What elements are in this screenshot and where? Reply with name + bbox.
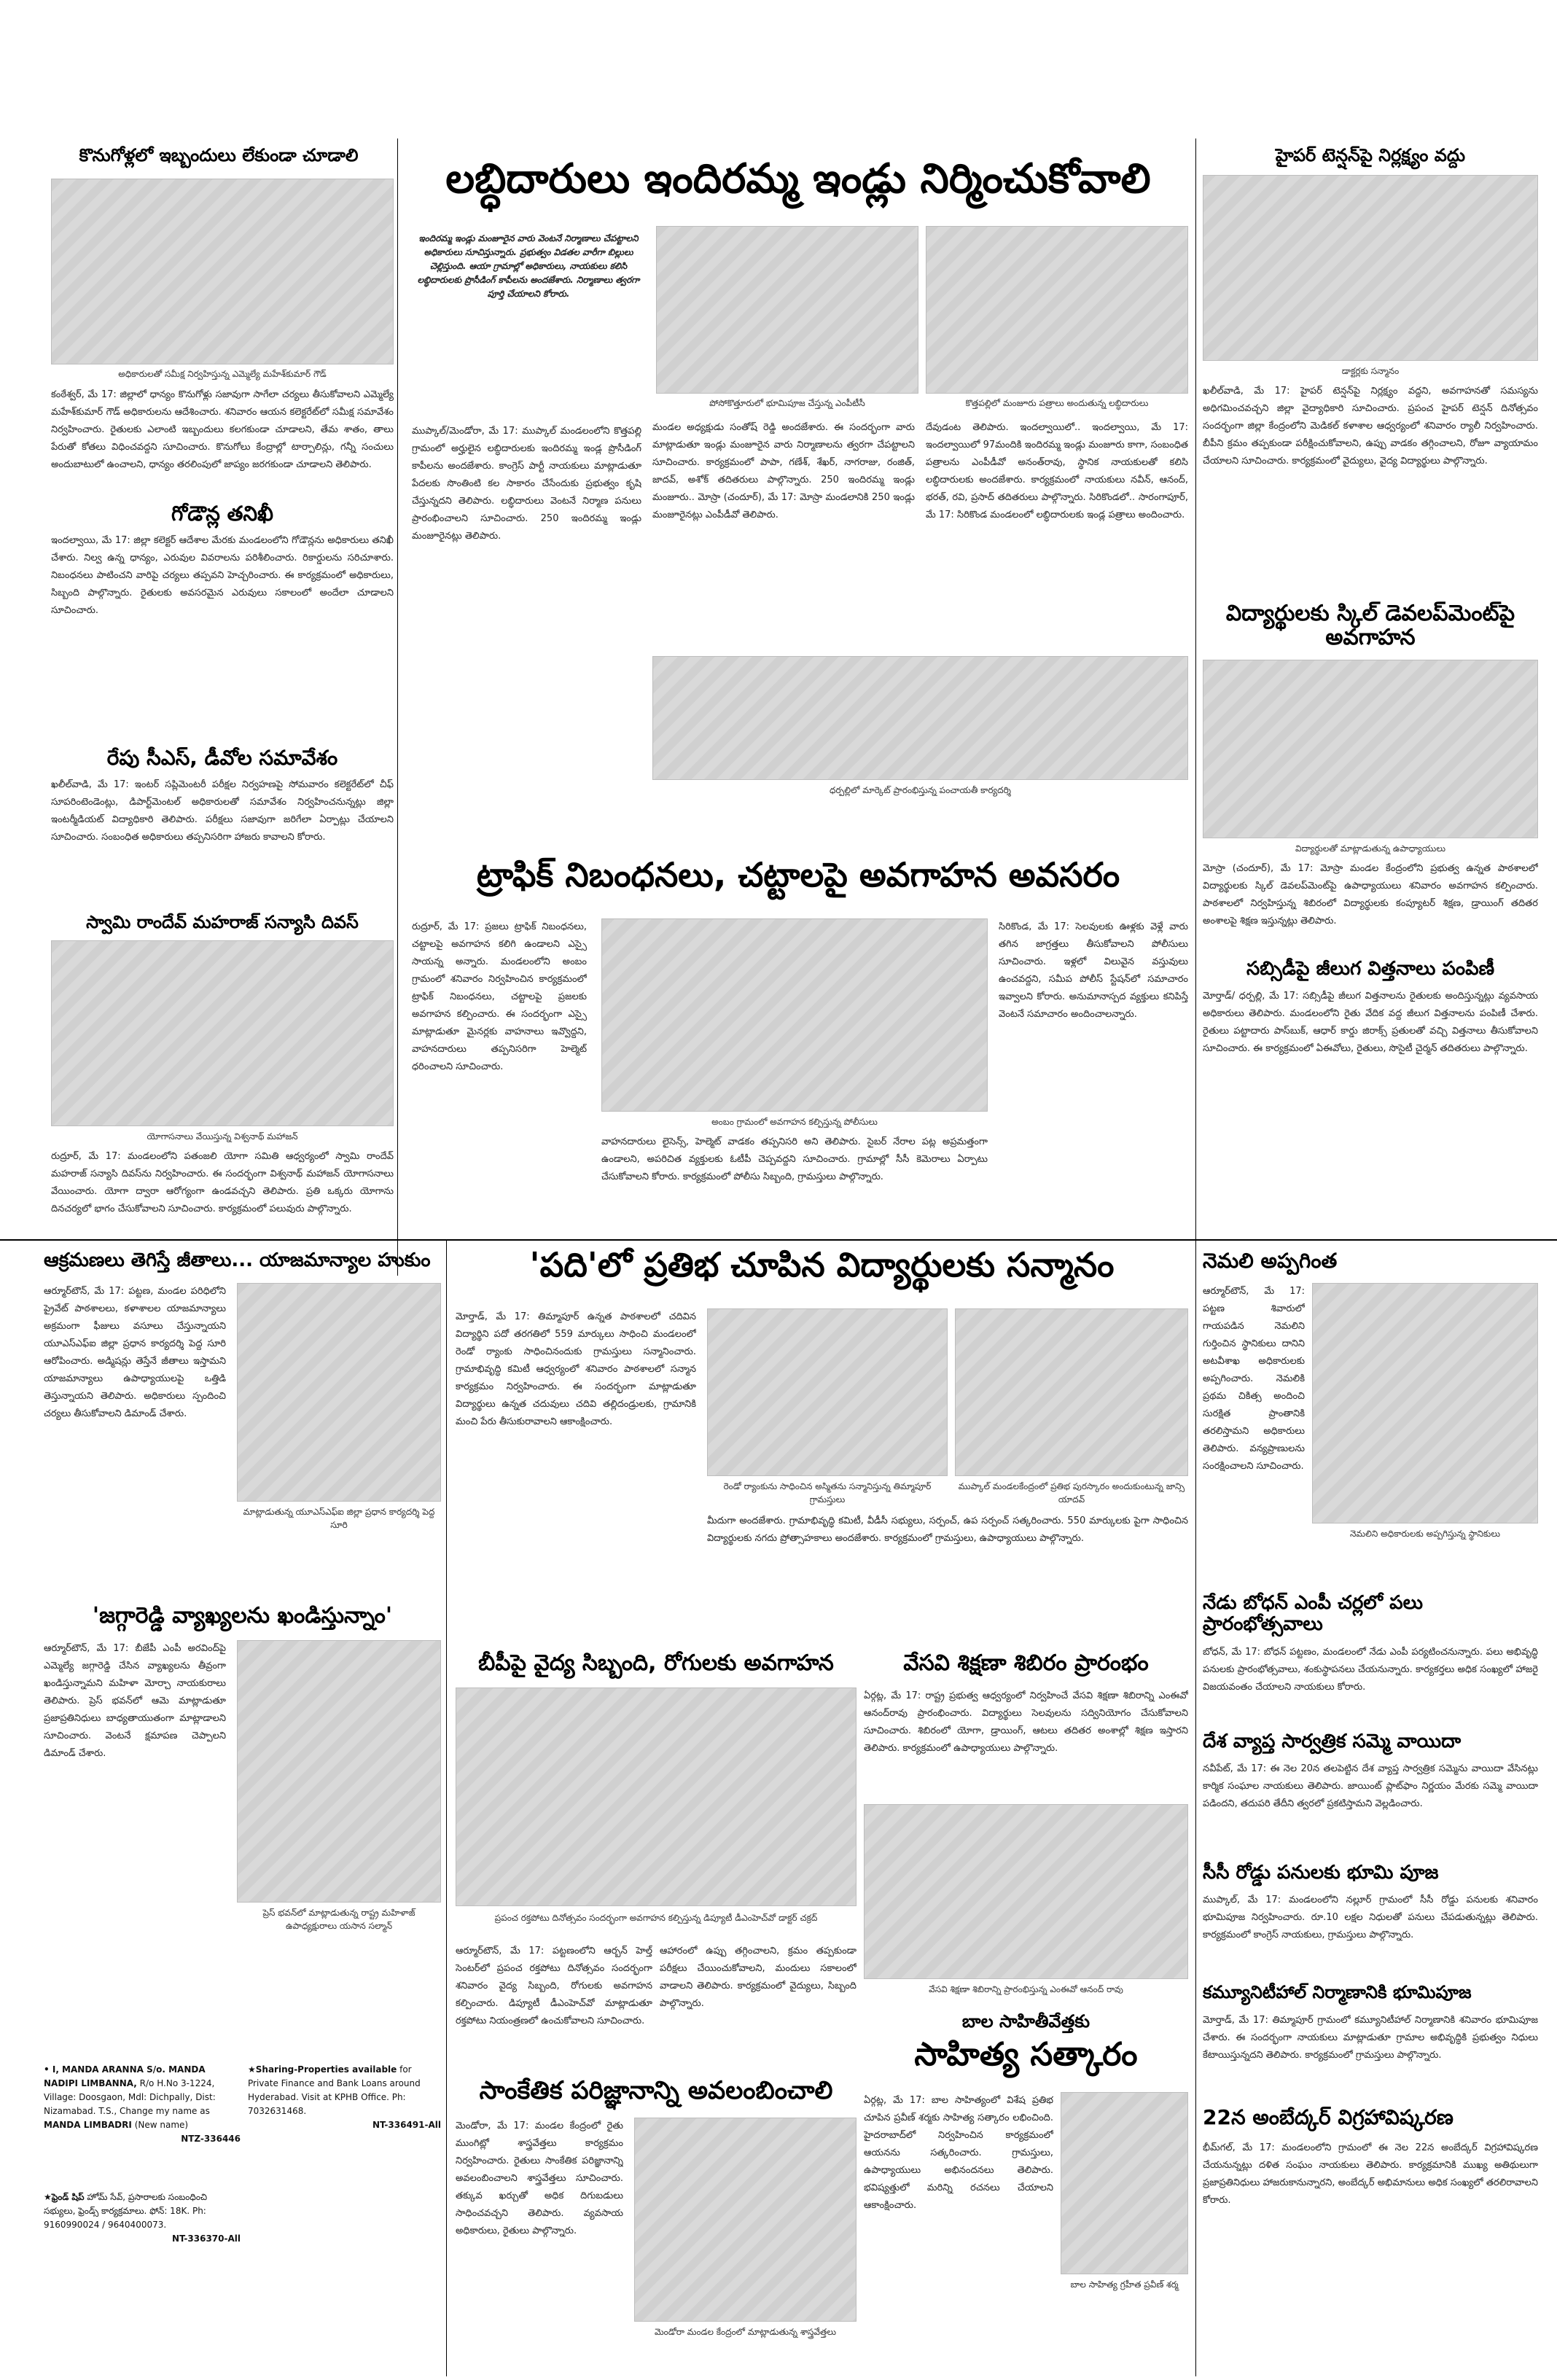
headline-nedu: నేడు బోధన్ ఎంపీ చర్లలో పలు ప్రారంభోత్సవాలు xyxy=(1203,1592,1424,1635)
headline-encroachment: ఆక్రమణలు తెగిస్తే జీతాలు... యాజమాన్యాల హుకుం xyxy=(44,1249,431,1271)
photo-ambam xyxy=(601,918,988,1112)
kicker-bala: బాల సాహితీవేత్తకు xyxy=(961,2011,1090,2032)
body-traffic-c: సిరికొండ, మే 17: సెలవులకు ఊళ్లకు వెళ్లే వారు తగిన జాగ్రత్తలు తీసుకోవాలని పోలీసులు సూచించారు. ఇళ్లలో విలువైన వస్తువులు ఉంచవద్దని, సమీప పోలీస్ స్టేషన్‌లో సమాచారం ఇవ్వాలని కోరారు. అనుమానాస్పద వ్యక్తులు కనిపిస్తే వెంటనే సమాచారం అందించాలన్నారు. xyxy=(999,921,1188,1020)
photo-mathrudumma xyxy=(237,1283,441,1502)
caption-bala-sahithi: బాల సాహిత్య గ్రహీత ప్రవీణ్ శర్మ xyxy=(1070,2279,1179,2290)
headline-top-center: లబ్ధిదారులు ఇందిరమ్మ ఇండ్లు నిర్మించుకోవాలి xyxy=(445,155,1151,203)
photo-doctors xyxy=(1203,175,1538,361)
body-bp-a: ఆర్మూర్‌టౌన్, మే 17: పట్టణంలోని ఆర్బన్ హెల్త్ సెంటర్‌లో ప్రపంచ రక్తపోటు దినోత్సవం సందర్భంగా శనివారం వైద్య సిబ్బంది, రోగులకు అవగాహన కల్పించారు. డిప్యూటీ డీఎంహెచ్‌వో మాట్లాడుతూ రక్తపోటు నియంత్రణలో ఉంచుకోవాలని సూచించారు. xyxy=(456,1946,652,2026)
headline-top-left: కొనుగోళ్లలో ఇబ్బందులు లేకుండా చూడాలి xyxy=(79,145,359,165)
headline-deshavyapta: దేశ వ్యాప్త సార్వత్రిక సమ్మె వాయిదా xyxy=(1203,1731,1462,1752)
top-vertical-rule-left xyxy=(397,138,398,1276)
caption-vidyarthulato: విద్యార్థులతో మాట్లాడుతున్న ఉపాధ్యాయులు xyxy=(1295,843,1445,854)
vertical-rule-bottom-right xyxy=(1195,1239,1196,2376)
caption-rendo: రెండో ర్యాంకును సాధించిన అస్మితను సన్మానిస్తున్న తిమ్మాపూర్ గ్రామస్తులు xyxy=(723,1481,932,1505)
body-col4-c: మోర్తాడ్/ ధర్పల్లి, మే 17: సబ్సిడీపై జీలుగ విత్తనాలను రైతులకు అందిస్తున్నట్లు వ్యవసాయ అధికారులు తెలిపారు. మండలంలోని రైతు వేదిక వద్ద జీలుగ విత్తనాలను పంపిణీ చేశారు. రైతులు పట్టాదారు పాస్‌బుక్, ఆధార్ కార్డు జిరాక్స్ ప్రతులతో వచ్చి విత్తనాలు తీసుకోవాలని సూచించారు. ఈ కార్యక్రమంలో ఏఈవోలు, రైతులు, సొసైటీ చైర్మన్ తదితరులు పాల్గొన్నారు. xyxy=(1203,991,1538,1054)
body-col2-b: మండల అధ్యక్షుడు సంతోష్ రెడ్డి అందజేశారు. ఈ సందర్భంగా వారు మాట్లాడుతూ ఇండ్లు మంజూరైన వారు నిర్మాణాలను త్వరగా చేపట్టాలని సూచించారు. కార్యక్రమంలో పాపా, గణేశ్, శేఖర్, నాగరాజు, రంజిత్, జాదవ్, అశోక్ తదితరులు పాల్గొన్నారు. 250 ఇందిరమ్మ ఇండ్లు మంజూరు.. మోస్రా (చందూర్), మే 17: మోస్రా మండలానికి 250 ఇండ్లు మంజూరైనట్లు ఎంపీడీవో తెలిపారు. xyxy=(652,422,915,520)
photo-vesavi xyxy=(864,1804,1188,1979)
photo-bala-sahithi xyxy=(1061,2092,1188,2274)
headline-top-right: హైపర్ టెన్షన్‌పై నిర్లక్ష్యం వద్దు xyxy=(1275,145,1466,165)
photo-vidyarthulato xyxy=(1203,660,1538,838)
headline-sanketika: సాంకేతిక పరిజ్ఞానాన్ని అవలంబించాలి xyxy=(479,2076,833,2105)
headline-vidyarthi-skill: విద్యార్థులకు స్కిల్ డెవలప్‌మెంట్‌పై అవగాహన xyxy=(1225,601,1515,650)
ad1-body: R/o H.No 3-1224, Village: Doosgaon, Mdl: Dichpally, Dist: Nizamabad. T.S., Change my name as xyxy=(44,2078,216,2116)
body-pada-b: మీదుగా అందజేశారు. గ్రామాభివృద్ధి కమిటీ, వీడీసీ సభ్యులు, సర్పంచ్, ఉప సర్పంచ్ సత్కరించారు. 550 మార్కులకు పైగా సాధించిన విద్యార్థులకు నగదు ప్రోత్సాహకాలు అందజేశారు. కార్యక్రమంలో గ్రామస్తులు, ఉపాధ్యాయులు పాల్గొన్నారు. xyxy=(707,1515,1188,1544)
ad2-body: for Private Finance and Bank Loans around Hyderabad. Visit at KPHB Office. Ph: 7032631468. xyxy=(248,2064,421,2116)
photo-kottapalli xyxy=(926,226,1188,394)
indiramma-deck: ఇందిరమ్మ ఇండ్లు మంజూరైన వారు వెంటనే నిర్మాణాలు చేపట్టాలని అధికారులు సూచిస్తున్నారు. ప్రభుత్వం విడతల వారీగా బిల్లులు చెల్లిస్తుంది. ఆయా గ్రామాల్లో అధికారులు, నాయకులు కలిసి లబ్ధిదారులకు ప్రొసీడింగ్ కాపీలను అందజేశారు. నిర్మాణాలు త్వరగా పూర్తి చేయాలని కోరారు. xyxy=(417,233,640,299)
body-vesavi-a: ఏర్గట్ల, మే 17: రాష్ట్ర ప్రభుత్వ ఆధ్వర్యంలో నిర్వహించే వేసవి శిక్షణా శిబిరాన్ని ఎంఈవో ఆనంద్‌రావు ప్రారంభించారు. విద్యార్థులు సెలవులను సద్వినియోగం చేసుకోవాలని సూచించారు. శిబిరంలో యోగా, డ్రాయింగ్, ఆటలు తదితర అంశాల్లో శిక్షణ ఇస్తారని తెలిపారు. కార్యక్రమంలో ఉపాధ్యాయులు పాల్గొన్నారు. xyxy=(864,1690,1188,1754)
headline-vesavi: వేసవి శిక్షణా శిబిరం ప్రారంభం xyxy=(903,1650,1149,1676)
ad3-body: హోమ్ సేవ్, ప్రసారాలకు సంబంధించి సభ్యులు, ఫ్రెండ్స్ కార్యక్రమాలు. ఫోన్: 18K. Ph: 9160990024 / 9640400073. xyxy=(44,2192,208,2230)
caption-kottapalli: కొత్తపల్లిలో మంజూరు పత్రాలు అందుతున్న లబ్ధిదారులు xyxy=(965,398,1149,408)
vertical-rule-bottom-left xyxy=(446,1239,447,2376)
classified-ad-2 xyxy=(248,2063,441,2132)
photo-mla-review xyxy=(51,179,394,364)
headline-swamy: స్వామి రాందేవ్ మహరాజ్ సన్యాసి దివస్ xyxy=(86,912,359,932)
headline-bp: బీపీపై వైద్య సిబ్బంది, రోగులకు అవగాహన xyxy=(478,1650,834,1676)
caption-mupkal: ముప్కాల్ మండలకేంద్రంలో ప్రతిభ పురస్కారం అందుకుంటున్న జాన్సి యాదవ్ xyxy=(958,1481,1185,1505)
caption-yogasanalu: యోగాసనాలు వేయిస్తున్న విశ్వనాథ్ మహాజన్ xyxy=(147,1131,298,1142)
body-sahitya-a: ఏర్గట్ల, మే 17: బాల సాహిత్యంలో విశేష ప్రతిభ చూపిన ప్రవీణ్ శర్మకు సాహిత్య సత్కారం లభించింది. హైదరాబాద్‌లో నిర్వహించిన కార్యక్రమంలో ఆయనను సత్కరించారు. గ్రామస్తులు, ఉపాధ్యాయులు అభినందనలు తెలిపారు. భవిష్యత్తులో మరిన్ని రచనలు చేయాలని ఆకాంక్షించారు. xyxy=(864,2095,1053,2211)
classified-ad-1 xyxy=(44,2063,241,2146)
body-col3-a: దేవుడంట తెలిపారు. ఇందల్వాయిలో.. ఇందల్వాయి, మే 17: ఇందల్వాయిలో 97మందికి ఇందిరమ్మ ఇండ్లు మంజూరు కాగా, సంబంధిత పత్రాలను ఎంపీడీవో అనంత్‌రావు, స్థానిక నాయకులతో కలిసి లబ్ధిదారులకు అందజేశారు. కార్యక్రమంలో నాయకులు నవీన్, ఆనంద్, భరత్, రవి, ప్రసాద్ తదితరులు పాల్గొన్నారు. సిరికొండలో.. సారంగాపూర్, మే 17: సిరికొండ మండలంలో లబ్ధిదారులకు ఇండ్ల పత్రాలు అందించారు. xyxy=(926,422,1188,520)
ad3-code: NT-336370-All xyxy=(171,2233,241,2244)
headline-godowns: గోడౌన్ల తనిఖీ xyxy=(171,502,274,526)
caption-pracharaka: ప్రపంచ రక్తపోటు దినోత్సవం సందర్భంగా అవగాహన కల్పిస్తున్న డిప్యూటీ డీఎంహెచ్‌వో డాక్టర్ చక్రద్ xyxy=(494,1913,818,1923)
ad2-lead: ★Sharing-Properties available xyxy=(248,2064,397,2075)
body-desha-a: నవీపేట్, మే 17: ఈ నెల 20న తలపెట్టిన దేశ వ్యాప్త సార్వత్రిక సమ్మెను వాయిదా వేసినట్లు కార్మిక సంఘాల నాయకులు తెలిపారు. జాయింట్ ప్లాట్‌ఫాం నిర్ణయం మేరకు సమ్మె వాయిదా పడిందని, తదుపరి తేదీని త్వరలో ప్రకటిస్తామని వెల్లడించారు. xyxy=(1203,1763,1538,1809)
caption-mla-review: అధికారులతో సమీక్ష నిర్వహిస్తున్న ఎమ్మెల్యే మహేశ్‌కుమార్ గౌడ్ xyxy=(118,369,327,379)
body-col1-a: కంఠేశ్వర్, మే 17: జిల్లాలో ధాన్యం కొనుగోళ్లు సజావుగా సాగేలా చర్యలు తీసుకోవాలని ఎమ్మెల్యే మహేశ్‌కుమార్ గౌడ్ అధికారులను ఆదేశించారు. శనివారం ఆయన కలెక్టరేట్‌లో సమీక్ష సమావేశం నిర్వహించారు. రైతులకు ఎలాంటి ఇబ్బందులు కలగకుండా చూడాలని, తేమ శాతం, తాలు పేరుతో కోతలు విధించవద్దని సూచించారు. కొనుగోలు కేంద్రాల్లో టార్పాలిన్లు, గన్నీ సంచులు అందుబాటులో ఉంచాలని, ధాన్యం తరలింపులో జాప్యం జరగకుండా చూడాలని తెలిపారు. xyxy=(51,389,394,470)
body-nedu-a: బోధన్, మే 17: బోధన్ పట్టణం, మండలంలో నేడు ఎంపీ పర్యటించనున్నారు. పలు అభివృద్ధి పనులకు ప్రారంభోత్సవాలు, శంకుస్థాపనలు చేయనున్నారు. కార్యకర్తలు అధిక సంఖ్యలో హాజరై విజయవంతం చేయాలని నాయకులు కోరారు. xyxy=(1203,1647,1538,1693)
photo-pasakottur xyxy=(656,226,918,394)
body-nemali-a: ఆర్మూర్‌టౌన్, మే 17: పట్టణ శివారులో గాయపడిన నెమలిని గుర్తించిన స్థానికులు దానిని అటవీశాఖ అధికారులకు అప్పగించారు. నెమలికి ప్రథమ చికిత్స అందించి సురక్షిత ప్రాంతానికి తరలిస్తామని అధికారులు తెలిపారు. వన్యప్రాణులను సంరక్షించాలని సూచించారు. xyxy=(1203,1286,1305,1472)
photo-rendo xyxy=(707,1308,948,1476)
caption-vardhamanpet: ధర్పల్లిలో మార్కెట్ ప్రారంభిస్తున్న పంచాయతీ కార్యదర్శి xyxy=(830,785,1011,795)
photo-mupkal xyxy=(955,1308,1188,1476)
caption-press: ప్రెస్ భవన్‌లో మాట్లాడుతున్న రాష్ట్ర మహిళాజ్ ఉపాధ్యక్షురాలు యసాన సల్మాన్ xyxy=(262,1908,415,1931)
ad2-code: NT-336491-All xyxy=(372,2120,441,2130)
photo-press xyxy=(237,1640,441,1903)
caption-ambam: అంబం గ్రామంలో అవగాహన కల్పిస్తున్న పోలీసులు xyxy=(711,1117,878,1127)
body-col4-b: మోస్రా (చందూర్), మే 17: మోస్రా మండల కేంద్రంలోని ప్రభుత్వ ఉన్నత పాఠశాలలో విద్యార్థులకు స్కిల్ డెవలప్‌మెంట్‌పై ఉపాధ్యాయులు శనివారం అవగాహన కల్పించారు. పాఠశాలలో నిర్వహిస్తున్న శిబిరంలో విద్యార్థులకు కంప్యూటర్ శిక్షణ, డ్రాయింగ్ తదితర అంశాలపై శిక్షణ ఇస్తున్నట్లు తెలిపారు. xyxy=(1203,863,1538,926)
top-vertical-rule-right xyxy=(1195,138,1196,1276)
ad3-lead: ★ఫ్రెండ్ షిప్ xyxy=(44,2192,85,2202)
ad1-tail: (New name) xyxy=(134,2120,189,2130)
ad1-name: MANDA LIMBADRI xyxy=(44,2120,132,2130)
headline-pada: 'పది'లో ప్రతిభ చూపిన విద్యార్థులకు సన్మానం xyxy=(529,1245,1115,1284)
body-traffic-b: వాహనదారులు లైసెన్స్, హెల్మెట్ వాడకం తప్పనిసరి అని తెలిపారు. సైబర్ నేరాల పట్ల అప్రమత్తంగా ఉండాలని, అపరిచిత వ్యక్తులకు ఓటీపీ చెప్పవద్దని సూచించారు. గ్రామాల్లో సీసీ కెమెరాలు ఏర్పాటు చేసుకోవాలని కోరారు. కార్యక్రమంలో పోలీసు సిబ్బంది, గ్రామస్తులు పాల్గొన్నారు. xyxy=(601,1136,988,1182)
body-cc-a: ముప్కాల్, మే 17: మండలంలోని నల్లూర్ గ్రామంలో సీసీ రోడ్డు పనులకు శనివారం భూమిపూజ నిర్వహించారు. రూ.10 లక్షల నిధులతో పనులు చేపడుతున్నట్లు తెలిపారు. కార్యక్రమంలో కాంగ్రెస్ నాయకులు, గ్రామస్తులు పాల్గొన్నారు. xyxy=(1203,1895,1538,1940)
photo-mendora xyxy=(634,2118,856,2322)
horizontal-rule-mid xyxy=(0,1239,1557,1241)
headline-traffic: ట్రాఫిక్ నిబంధనలు, చట్టాలపై అవగాహన అవసరం xyxy=(476,855,1120,894)
photo-nemali xyxy=(1312,1283,1538,1523)
headline-cc-roads: సీసీ రోడ్డు పనులకు భూమి పూజ xyxy=(1203,1862,1439,1884)
headline-nemali: నెమలి అప్పగింత xyxy=(1203,1249,1338,1273)
body-comm-a: మోర్తాడ్, మే 17: తిమ్మాపూర్ గ్రామంలో కమ్యూనిటీహాల్ నిర్మాణానికి శనివారం భూమిపూజ చేశారు. ఈ సందర్భంగా నాయకులు మాట్లాడుతూ గ్రామాల అభివృద్ధికి ప్రభుత్వం నిధులు కేటాయిస్తున్నదని తెలిపారు. కార్యక్రమంలో గ్రామస్తులు పాల్గొన్నారు. xyxy=(1203,2015,1538,2061)
body-ambed-a: భీమ్‌గల్, మే 17: మండలంలోని గ్రామంలో ఈ నెల 22న అంబేద్కర్ విగ్రహావిష్కరణ చేయనున్నట్లు దళిత సంఘం నాయకులు తెలిపారు. కార్యక్రమానికి ముఖ్య అతిథులుగా ప్రజాప్రతినిధులు హాజరుకానున్నారని, అంబేద్కర్ అభిమానులు అధిక సంఖ్యలో తరలిరావాలని కోరారు. xyxy=(1203,2142,1538,2206)
body-pada-a: మోర్తాడ్, మే 17: తిమ్మాపూర్ ఉన్నత పాఠశాలలో చదివిన విద్యార్థిని పదో తరగతిలో 559 మార్కులు సాధించి మండలంలో రెండో ర్యాంకు సాధించినందుకు గ్రామస్తులు సన్మానించారు. గ్రామాభివృద్ధి కమిటీ ఆధ్వర్యంలో శనివారం పాఠశాలలో సన్మాన కార్యక్రమం నిర్వహించారు. ఈ సందర్భంగా మాట్లాడుతూ విద్యార్థులు ఉన్నత చదువులు చదివి తల్లిదండ్రులకు, గ్రామానికి మంచి పేరు తీసుకురావాలని ఆకాంక్షించారు. xyxy=(456,1311,696,1427)
headline-ambedkar: 22న అంబేద్కర్ విగ్రహావిష్కరణ xyxy=(1203,2105,1453,2129)
ad1-code: NTZ-336446 xyxy=(181,2134,241,2144)
body-col1-d: రుద్రూర్, మే 17: మండలంలోని పతంజలి యోగా సమితి ఆధ్వర్యంలో స్వామి రాందేవ్ మహరాజ్ సన్యాసి దివస్‌ను నిర్వహించారు. ఈ సందర్భంగా విశ్వనాథ్ మహాజన్ యోగాసనాలు వేయించారు. యోగా ద్వారా ఆరోగ్యంగా ఉండవచ్చని తెలిపారు. ప్రతి ఒక్కరు యోగాను దినచర్యలో భాగం చేసుకోవాలని సూచించారు. కార్యక్రమంలో పలువురు పాల్గొన్నారు. xyxy=(51,1151,394,1214)
body-col4-a: ఖలీల్‌వాడి, మే 17: హైపర్ టెన్షన్‌పై నిర్లక్ష్యం వద్దని, అవగాహనతో సమస్యను అధిగమించవచ్చని జిల్లా వైద్యాధికారి సూచించారు. ప్రపంచ హైపర్ టెన్షన్ దినోత్సవం సందర్భంగా జిల్లా కేంద్రంలోని మెడికల్ కళాశాల ఆధ్వర్యంలో శనివారం ర్యాలీ నిర్వహించారు. బీపీని క్రమం తప్పకుండా పరీక్షించుకోవాలని, ఉప్పు వాడకం తగ్గించాలని, రోజూ వ్యాయామం చేయాలని సూచించారు. కార్యక్రమంలో వైద్యులు, వైద్య విద్యార్థులు పాల్గొన్నారు. xyxy=(1203,386,1538,467)
headline-jaggareddy: 'జగ్గారెడ్డి వ్యాఖ్యలను ఖండిస్తున్నాం' xyxy=(92,1603,393,1628)
caption-mendora: మెండోరా మండల కేంద్రంలో మాట్లాడుతున్న శాస్త్రవేత్తలు xyxy=(654,2327,837,2337)
classified-ad-3 xyxy=(44,2190,241,2246)
body-col1-e: ఆర్మూర్‌టౌన్, మే 17: పట్టణ, మండల పరిధిలోని ప్రైవేట్ పాఠశాలలు, కళాశాలల యాజమాన్యాలు అక్రమంగా ఫీజులు వసూలు చేస్తున్నాయని యూఎస్‌ఎఫ్‌ఐ జిల్లా ప్రధాన కార్యదర్శి పెద్ద సూరి ఆరోపించారు. అడ్మిషన్లు తెస్తేనే జీతాలు ఇస్తామని యాజమాన్యాలు ఉపాధ్యాయులపై ఒత్తిడి తెస్తున్నాయని తెలిపారు. అధికారులు స్పందించి చర్యలు తీసుకోవాలని డిమాండ్ చేశారు. xyxy=(44,1286,226,1419)
headline-sahitya: సాహిత్య సత్కారం xyxy=(914,2036,1138,2073)
caption-mathrudumma: మాట్లాడుతున్న యూఎస్‌ఎఫ్‌ఐ జిల్లా ప్రధాన కార్యదర్శి పెద్ద సూరి xyxy=(243,1507,435,1530)
photo-vardhamanpet xyxy=(652,656,1188,780)
headline-subsidy: సబ్సిడీపై జీలుగ విత్తనాలు పంపిణీ xyxy=(1246,958,1495,980)
body-sanketika-a: మెండోరా, మే 17: మండల కేంద్రంలో రైతు ముంగిట్లో శాస్త్రవేత్తలు కార్యక్రమం నిర్వహించారు. రైతులు సాంకేతిక పరిజ్ఞానాన్ని అవలంబించాలని శాస్త్రవేత్తలు సూచించారు. తక్కువ ఖర్చుతో అధిక దిగుబడులు సాధించవచ్చని తెలిపారు. వ్యవసాయ అధికారులు, రైతులు పాల్గొన్నారు. xyxy=(456,2120,623,2236)
headline-community-hall: కమ్యూనిటీహాల్ నిర్మాణానికి భూమిపూజ xyxy=(1203,1982,1472,2002)
body-col1-c: ఖలీల్‌వాడి, మే 17: ఇంటర్ సప్లిమెంటరీ పరీక్షల నిర్వహణపై సోమవారం కలెక్టరేట్‌లో చీఫ్ సూపరింటెండెంట్లు, డిపార్ట్‌మెంటల్ అధికారులతో సమావేశం నిర్వహించనున్నట్లు జిల్లా ఇంటర్మీడియట్ విద్యాధికారి తెలిపారు. పరీక్షలు సజావుగా జరిగేలా ఏర్పాట్లు చేయాలని సూచించారు. సంబంధిత అధికారులు తప్పనిసరిగా హాజరు కావాలని కోరారు. xyxy=(51,779,394,843)
body-traffic-a: రుద్రూర్, మే 17: ప్రజలు ట్రాఫిక్ నిబంధనలు, చట్టాలపై అవగాహన కలిగి ఉండాలని ఎస్సై సాయన్న అన్నారు. మండలంలోని అంబం గ్రామంలో శనివారం నిర్వహించిన కార్యక్రమంలో ట్రాఫిక్ నిబంధనలు, చట్టాలపై ప్రజలకు అవగాహన కల్పించారు. ఈ సందర్భంగా ఎస్సై మాట్లాడుతూ మైనర్లకు వాహనాలు ఇవ్వొద్దని, వాహనదారులు తప్పనిసరిగా హెల్మెట్ ధరించాలని సూచించారు. xyxy=(412,921,587,1072)
caption-vesavi: వేసవి శిక్షణా శిబిరాన్ని ప్రారంభిస్తున్న ఎంఈవో ఆనంద్ రావు xyxy=(929,1984,1123,1994)
caption-nemali: నెమలిని అధికారులకు అప్పగిస్తున్న స్థానికులు xyxy=(1350,1529,1500,1539)
caption-doctors: డాక్టర్లకు సన్మానం xyxy=(1341,366,1400,376)
photo-pracharaka xyxy=(456,1688,856,1906)
body-col1-f: ఆర్మూర్‌టౌన్, మే 17: బీజేపీ ఎంపీ అరవింద్‌పై ఎమ్మెల్యే జగ్గారెడ్డి చేసిన వ్యాఖ్యలను తీవ్రంగా ఖండిస్తున్నామని మహిళా మోర్చా నాయకురాలు తెలిపారు. ప్రెస్ భవన్‌లో ఆమె మాట్లాడుతూ ప్రజాప్రతినిధులు బాధ్యతాయుతంగా మాట్లాడాలని సూచించారు. వెంటనే క్షమాపణ చెప్పాలని డిమాండ్ చేశారు. xyxy=(44,1643,226,1759)
headline-rapcs: రేపు సీఎస్, డీవోల సమావేశం xyxy=(106,746,338,770)
body-col1-b: ఇందల్వాయి, మే 17: జిల్లా కలెక్టర్ ఆదేశాల మేరకు మండలంలోని గోడౌన్లను అధికారులు తనిఖీ చేశారు. నిల్వ ఉన్న ధాన్యం, ఎరువుల వివరాలను పరిశీలించారు. రికార్డులను సరిచూశారు. నిబంధనలు పాటించని వారిపై చర్యలు తప్పవని హెచ్చరించారు. ఈ కార్యక్రమంలో అధికారులు, సిబ్బంది పాల్గొన్నారు. రైతులకు అవసరమైన ఎరువులు సకాలంలో అందేలా చూడాలని సూచించారు. xyxy=(51,535,394,616)
ad1-lead: • I, MANDA ARANNA S/o. MANDA NADIPI LIMBANNA, xyxy=(44,2064,206,2088)
body-bp-b: ఆహారంలో ఉప్పు తగ్గించాలని, క్రమం తప్పకుండా పరీక్షలు చేయించుకోవాలని, మందులు సకాలంలో వాడాలని తెలిపారు. కార్యక్రమంలో వైద్యులు, సిబ్బంది పాల్గొన్నారు. xyxy=(660,1946,856,2009)
caption-pasakottur: పోసోకొత్తూరులో భూమిపూజ చేస్తున్న ఎంపీటీసీ xyxy=(709,398,865,408)
body-col2-a: ముప్కాల్/మెండోరా, మే 17: ముప్కాల్ మండలంలోని కొత్తపల్లి గ్రామంలో అర్హులైన లబ్ధిదారులకు ఇందిరమ్మ ఇండ్ల ప్రొసీడింగ్ కాపీలను అందజేశారు. కాంగ్రెస్ పార్టీ నాయకులు మాట్లాడుతూ పేదలకు సొంతింటి కల సాకారం చేసేందుకు ప్రభుత్వం కృషి చేస్తున్నదని తెలిపారు. లబ్ధిదారులు వెంటనే నిర్మాణ పనులు ప్రారంభించాలని సూచించారు. 250 ఇందిరమ్మ ఇండ్లు మంజూరైనట్లు తెలిపారు. xyxy=(412,426,641,542)
photo-yogasanalu xyxy=(51,940,394,1126)
